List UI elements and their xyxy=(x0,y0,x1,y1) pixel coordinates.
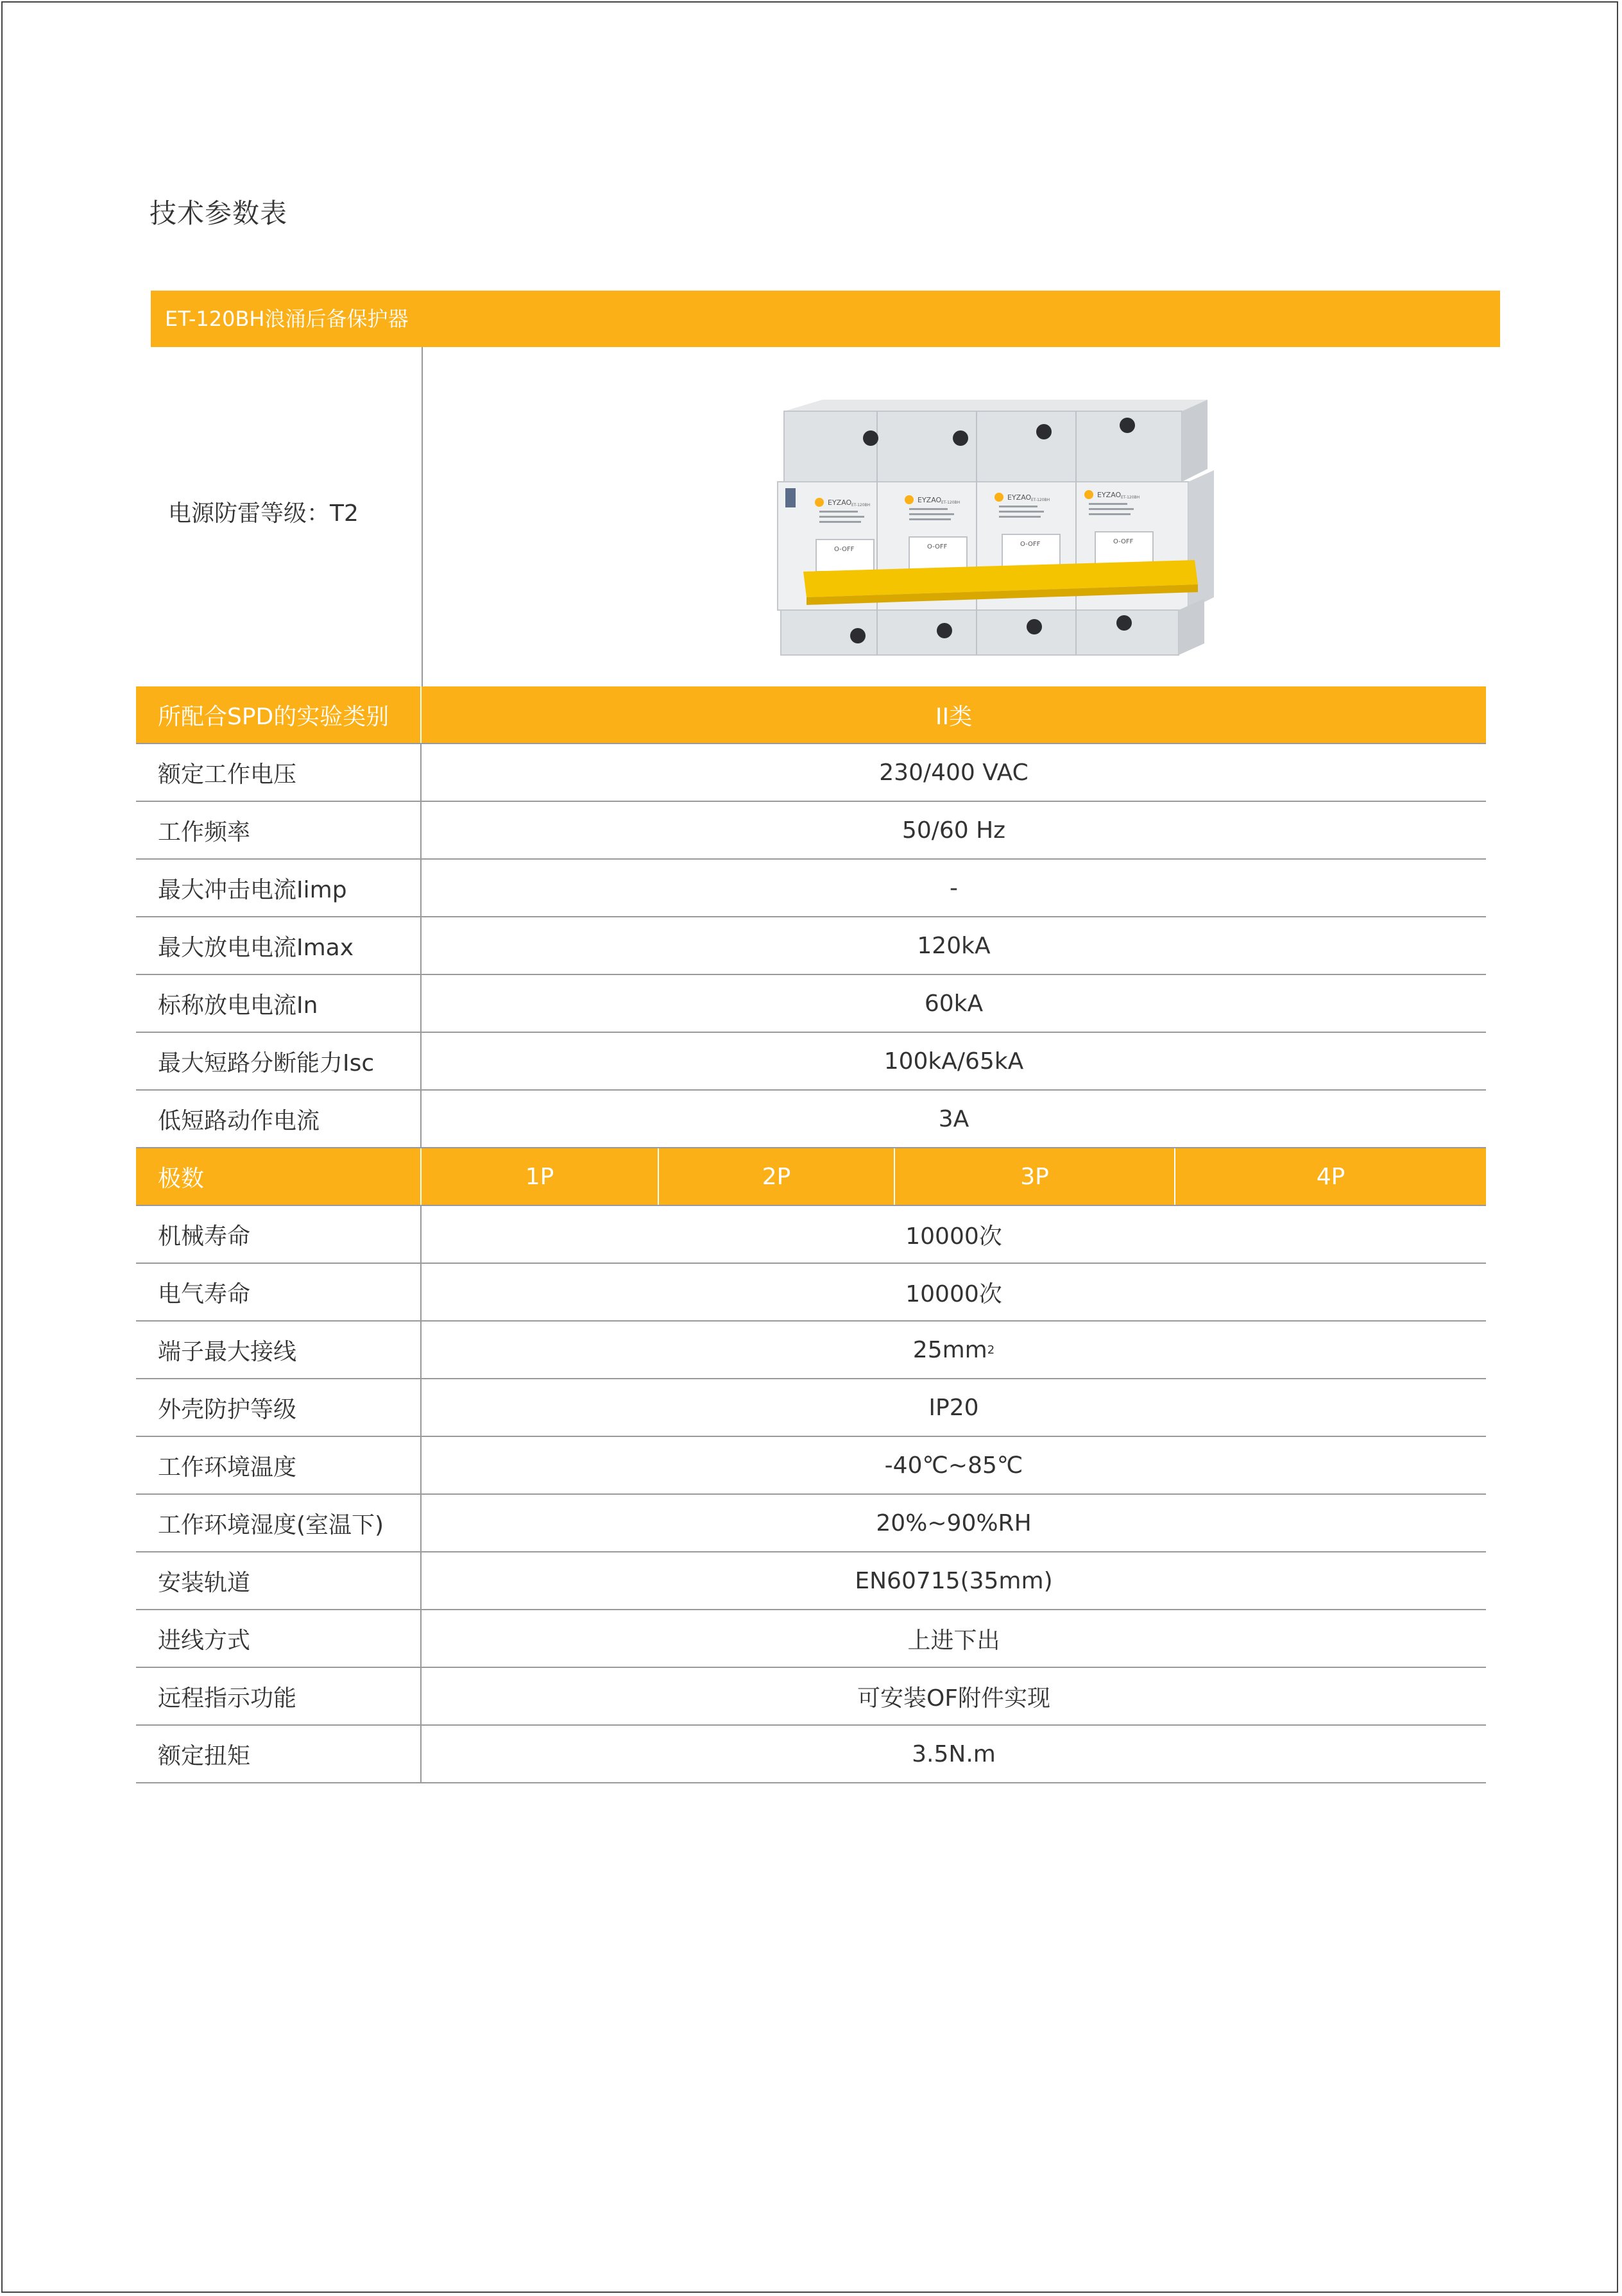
table-row xyxy=(136,1264,1486,1322)
row-label: 电气寿命 xyxy=(136,1264,422,1320)
superscript: 2 xyxy=(987,1343,995,1357)
row-label: 机械寿命 xyxy=(136,1206,422,1263)
row-value: -40℃~85℃ xyxy=(884,1452,1023,1479)
pole-option-4p: 4P xyxy=(1316,1163,1345,1190)
divider xyxy=(422,347,423,686)
table-row xyxy=(136,1437,1486,1495)
device-model-1: ET-120BH xyxy=(851,503,871,507)
table-row xyxy=(136,1379,1486,1437)
spd-test-class-row xyxy=(136,686,1486,744)
row-value: 10000次 xyxy=(905,1280,1002,1307)
device-brand-3: EYZAO xyxy=(1007,493,1032,502)
row-value: 20%~90%RH xyxy=(876,1509,1032,1536)
device-brand-2: EYZAO xyxy=(918,496,942,504)
table-row xyxy=(136,975,1486,1033)
row-label: 标称放电电流In xyxy=(136,975,422,1032)
table-row xyxy=(136,1033,1486,1091)
row-label: 进线方式 xyxy=(136,1610,422,1667)
switch-label-4: O-OFF xyxy=(1113,538,1134,545)
row-value: 3.5N.m xyxy=(912,1740,996,1767)
surge-protector-image xyxy=(771,392,1220,661)
row-value: 120kA xyxy=(917,932,991,959)
row-label: 外壳防护等级 xyxy=(136,1379,422,1436)
table-row xyxy=(136,1206,1486,1264)
value-text: 25mm xyxy=(912,1336,987,1363)
switch-label-2: O-OFF xyxy=(927,543,948,550)
device-model-2: ET-120BH xyxy=(941,500,960,505)
product-image-section xyxy=(136,347,1486,686)
row-value: - xyxy=(950,874,958,901)
row-value: EN60715(35mm) xyxy=(855,1567,1053,1594)
row-value: II类 xyxy=(935,703,973,730)
row-value: 10000次 xyxy=(905,1223,1002,1250)
table-row xyxy=(136,860,1486,917)
device-brand-1: EYZAO xyxy=(828,498,852,507)
poles-row xyxy=(136,1148,1486,1206)
row-label: 极数 xyxy=(136,1148,422,1205)
row-value: 上进下出 xyxy=(907,1627,1000,1654)
row-label: 端子最大接线 xyxy=(136,1322,422,1378)
pole-option-1p: 1P xyxy=(422,1148,659,1205)
row-value: 100kA/65kA xyxy=(884,1048,1024,1075)
table-row xyxy=(136,917,1486,975)
row-label: 工作环境温度 xyxy=(136,1437,422,1493)
row-label: 最大冲击电流Iimp xyxy=(136,860,422,916)
table-row xyxy=(136,1495,1486,1552)
spec-table xyxy=(136,686,1486,1783)
switch-label-3: O-OFF xyxy=(1020,541,1041,548)
table-row xyxy=(136,1322,1486,1379)
switch-label-1: O-OFF xyxy=(834,546,855,553)
page-title: 技术参数表 xyxy=(149,198,288,229)
device-model-3: ET-120BH xyxy=(1031,498,1050,502)
table-row xyxy=(136,1610,1486,1668)
row-value: 3A xyxy=(938,1105,969,1132)
row-label: 额定扭矩 xyxy=(136,1726,422,1782)
table-row xyxy=(136,1091,1486,1148)
table-row xyxy=(136,1668,1486,1726)
row-value: 60kA xyxy=(924,990,984,1017)
lightning-protection-grade: 电源防雷等级：T2 xyxy=(168,500,359,527)
table-row xyxy=(136,802,1486,860)
row-label: 所配合SPD的实验类别 xyxy=(136,686,422,743)
row-label: 最大放电电流Imax xyxy=(136,917,422,974)
product-name-bar: ET-120BH浪涌后备保护器 xyxy=(151,291,1500,347)
device-model-4: ET-120BH xyxy=(1121,495,1140,500)
table-row xyxy=(136,1552,1486,1610)
row-label: 工作频率 xyxy=(136,802,422,858)
pole-option-2p: 2P xyxy=(659,1148,895,1205)
row-value: IP20 xyxy=(928,1394,979,1421)
row-value: 可安装OF附件实现 xyxy=(857,1685,1051,1712)
pole-option-3p: 3P xyxy=(895,1148,1175,1205)
row-label: 安装轨道 xyxy=(136,1552,422,1609)
row-label: 额定工作电压 xyxy=(136,744,422,801)
row-value: 230/400 VAC xyxy=(879,759,1029,786)
row-label: 最大短路分断能力Isc xyxy=(136,1033,422,1089)
row-value xyxy=(422,1322,1486,1378)
table-row xyxy=(136,1726,1486,1783)
row-label: 工作环境湿度(室温下) xyxy=(136,1495,422,1551)
table-row xyxy=(136,744,1486,802)
row-value: 50/60 Hz xyxy=(901,817,1006,844)
device-brand-4: EYZAO xyxy=(1097,491,1122,499)
row-label: 远程指示功能 xyxy=(136,1668,422,1724)
row-label: 低短路动作电流 xyxy=(136,1091,422,1147)
